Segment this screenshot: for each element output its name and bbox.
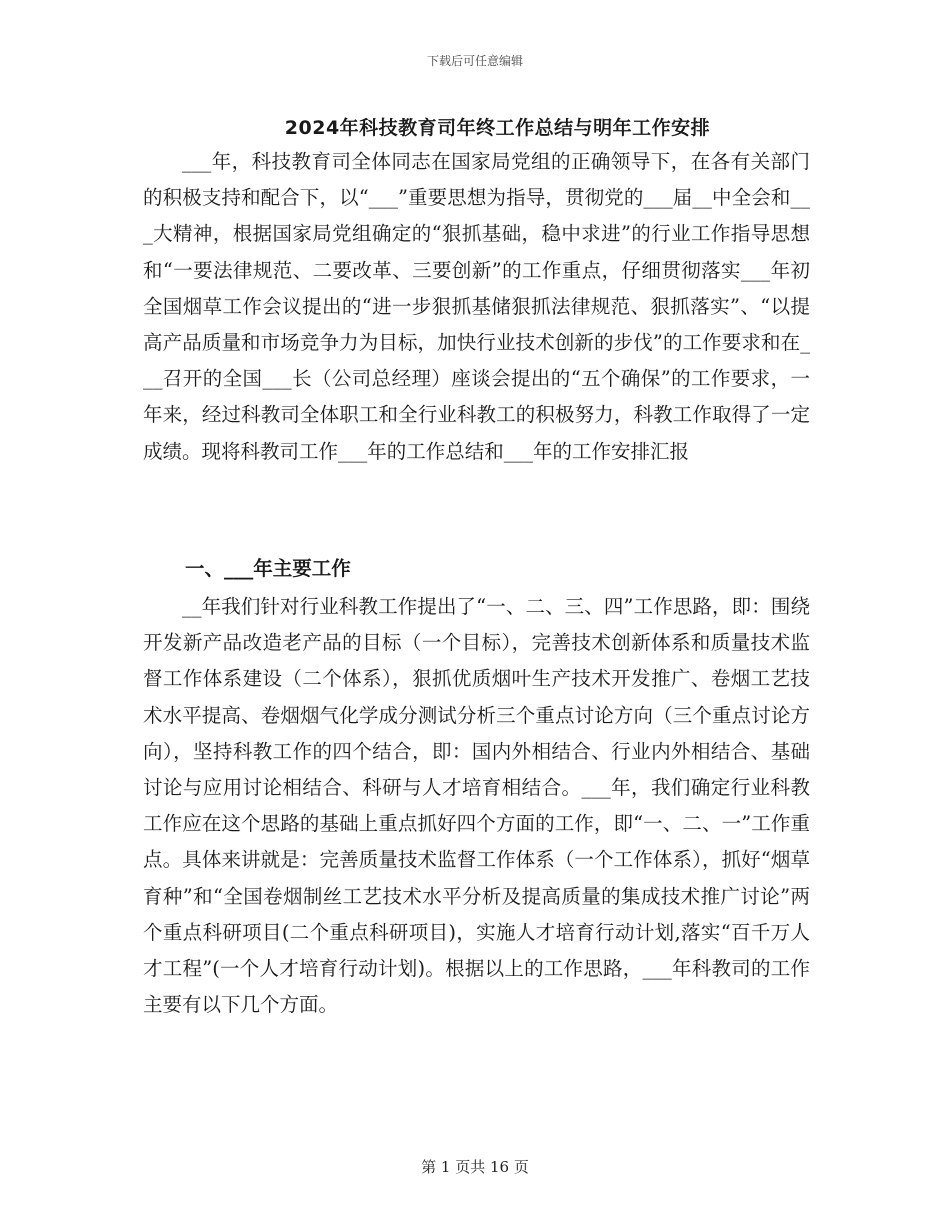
section-paragraph: __年我们针对行业科教工作提出了“一、二、三、四”工作思路，即：围绕开发新产品改造老产品的目标（一个目标），完善技术创新体系和质量技术监督工作体系建设（二个体系），狠抓优质烟叶生产技术开发推广、卷烟工艺技术水平提高、卷烟烟气化学成分测试分析三个重点讨论方向（三个重点讨论方向），坚持科教工作的四个结合，即：国内外相结合、行业内外相结合、基础讨论与应用讨论相结合、科研与人才培育相结合。___年，我们确定行业科教工作应在这个思路的基础上重点抓好四个方面的工作，即“一、二、一”工作重点。具体来讲就是：完善质量技术监督工作体系（一个工作体系），抓好“烟草育种”和“全国卷烟制丝工艺技术水平分析及提高质量的集成技术推广讨论”两个重点科研项目(二个重点科研项目)，实施人才培育行动计划,落实“百千万人才工程”(一个人才培育行动计划)。根据以上的工作思路，___年科教司的工作主要有以下几个方面。 [143,595,810,1017]
header-note: 下载后可任意编辑 [426,54,523,68]
page-title: 2024年科技教育司年终工作总结与明年工作安排 [284,117,711,139]
intro-paragraph: ___年，科技教育司全体同志在国家局党组的正确领导下，在各有关部门的积极支持和配合下，以“___”重要思想为指导，贯彻党的___届__中全会和___大精神，根据国家局党组确定的“狠抓基础，稳中求进”的行业工作指导思想和“一要法律规范、二要改革、三要创新”的工作重点，仔细贯彻落实___年初全国烟草工作会议提出的“进一步狠抓基储狠抓法律规范、狠抓落实”、“以提高产品质量和市场竞争力为目标，加快行业技术创新的步伐”的工作要求和在___召开的全国___长（公司总经理）座谈会提出的“五个确保”的工作要求，一年来，经过科教司全体职工和全行业科教工的积极努力，科教工作取得了一定成绩。现将科教司工作___年的工作总结和___年的工作安排汇报 [143,150,810,463]
section-heading: 一、___年主要工作 [185,557,351,580]
page-number: 第 1 页共 16 页 [421,1158,529,1176]
